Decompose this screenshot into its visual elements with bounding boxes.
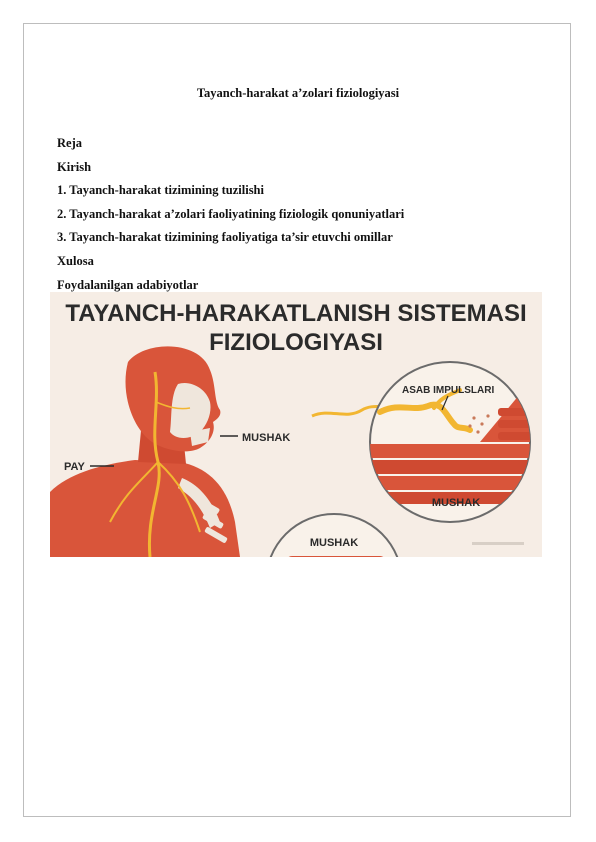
label-muscle-bottom: MUSHAK bbox=[309, 537, 359, 549]
impulse-dot-1 bbox=[472, 416, 475, 419]
outline-item-xulosa: Xulosa bbox=[57, 253, 94, 268]
bottom-muscle-fiber bbox=[286, 556, 386, 557]
illustration-heading-line1: TAYANCH-HARAKATLANISH SISTEMASI bbox=[65, 300, 527, 327]
physiology-illustration bbox=[50, 292, 542, 557]
label-nerve-impulses: ASAB IMPULSLARI bbox=[402, 385, 495, 396]
outline-item-kirish: Kirish bbox=[57, 159, 92, 174]
outline-item-1: 1. Tayanch-harakat tizimining tuzilishi bbox=[57, 183, 264, 198]
impulse-dot-2 bbox=[480, 422, 483, 425]
impulse-dot-4 bbox=[486, 414, 489, 417]
outline-item-2: 2. Tayanch-harakat a’zolari faoliyatining fiziologik qonuniyatlari bbox=[57, 206, 405, 221]
illustration-svg bbox=[50, 292, 542, 557]
document-title: Tayanch-harakat a’zolari fiziologiyasi bbox=[196, 86, 400, 100]
label-muscle-head: MUSHAK bbox=[242, 432, 291, 444]
document-page bbox=[23, 23, 571, 817]
outline-list bbox=[57, 132, 404, 297]
muscle-fiber-1 bbox=[350, 444, 542, 458]
impulse-dot-3 bbox=[476, 430, 479, 433]
outline-item-reja: Reja bbox=[57, 136, 82, 150]
muscle-fiber-2 bbox=[350, 460, 542, 474]
outline-item-3: 3. Tayanch-harakat tizimining faoliyatiga ta’sir etuvchi omillar bbox=[57, 230, 393, 245]
illustration-heading-line2: FIZIOLOGIYASI bbox=[209, 329, 383, 356]
outline-item-adabiyotlar: Foydalanilgan adabiyotlar bbox=[57, 277, 199, 292]
label-tendon: PAY bbox=[64, 461, 85, 473]
impulse-dot-5 bbox=[468, 424, 471, 427]
watermark-mark bbox=[472, 542, 524, 545]
label-muscle-zoom: MUSHAK bbox=[431, 497, 481, 509]
